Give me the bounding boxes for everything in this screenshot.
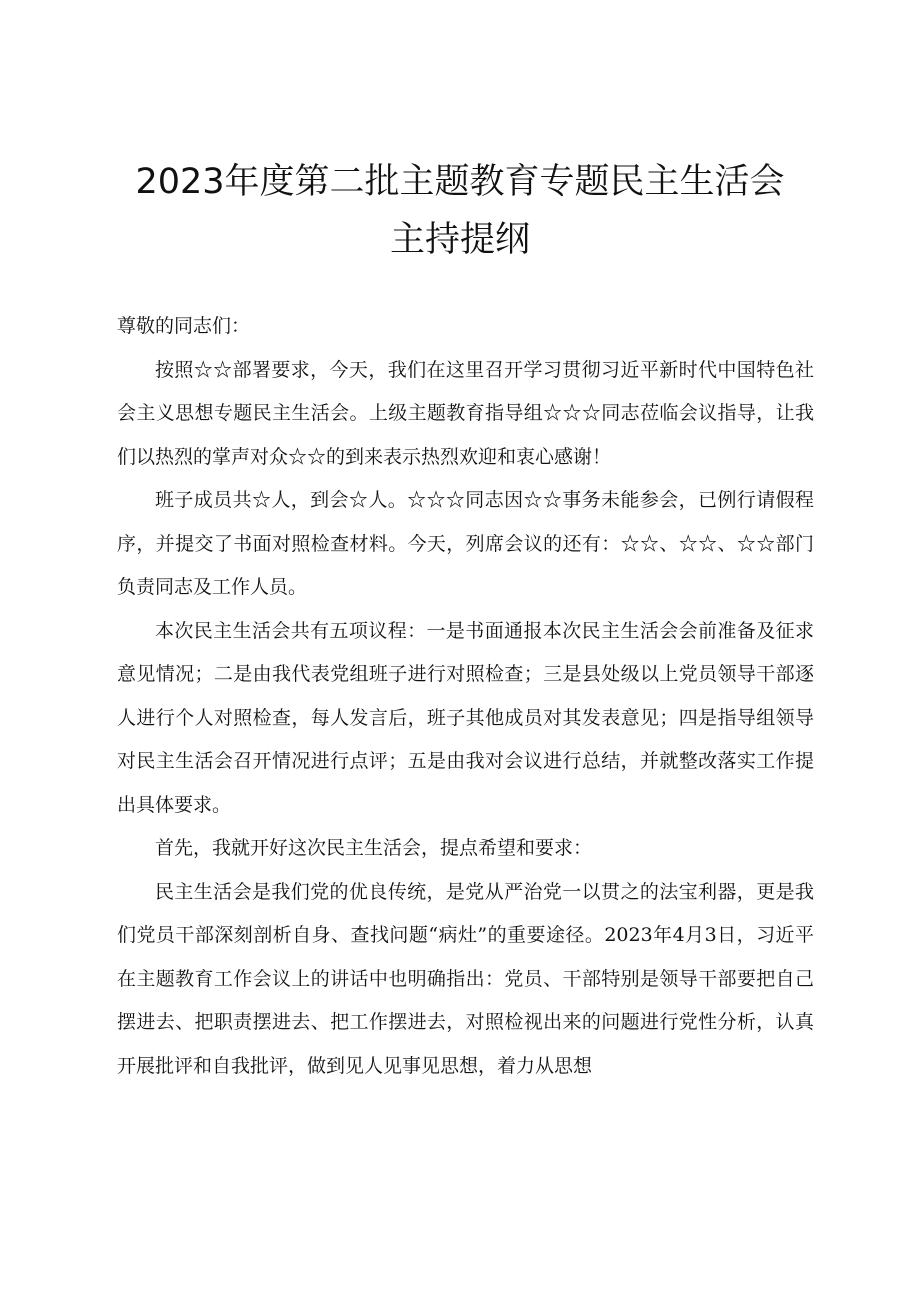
document-title-line-2: 主持提纲: [389, 220, 530, 260]
paragraph-opening: 按照☆☆部署要求，今天，我们在这里召开学习贯彻习近平新时代中国特色社会主义思想专题民主生活会。上级主题教育指导组☆☆☆同志莅临会议指导，让我们以热烈的掌声对众☆☆的到来表示热烈欢迎和衷心感谢！: [117, 358, 814, 468]
paragraph-requirements-intro: 首先，我就开好这次民主生活会，提点希望和要求：: [155, 837, 593, 859]
paragraph-tradition: 民主生活会是我们党的优良传统，是党从严治党一以贯之的法宝利器，更是我们党员干部深刻剖析自身、查找问题“病灶”的重要途径。2023年4月3日，习近平在主题教育工作会议上的讲话中也明确指出：党员、干部特别是领导干部要把自己摆进去、把职责摆进去、把工作摆进去，对照检视出来的问题进行党性分析，认真开展批评和自我批评，做到见人见事见思想，着力从思想: [117, 880, 814, 1077]
document-title-line-1: 2023年度第二批主题教育专题民主生活会: [135, 162, 785, 202]
salutation: 尊敬的同志们：: [117, 315, 251, 337]
document-body: [117, 305, 814, 1088]
paragraph-attendance: 班子成员共☆人，到会☆人。☆☆☆同志因☆☆事务未能参会，已例行请假程序，并提交了书面对照检查材料。今天，列席会议的还有：☆☆、☆☆、☆☆部门负责同志及工作人员。: [117, 489, 814, 598]
paragraph-agenda: 本次民主生活会共有五项议程：一是书面通报本次民主生活会会前准备及征求意见情况；二是由我代表党组班子进行对照检查；三是县处级以上党员领导干部逐人进行个人对照检查，每人发言后，班子其他成员对其发表意见；四是指导组领导对民主生活会召开情况进行点评；五是由我对会议进行总结，并就整改落实工作提出具体要求。: [117, 619, 814, 816]
